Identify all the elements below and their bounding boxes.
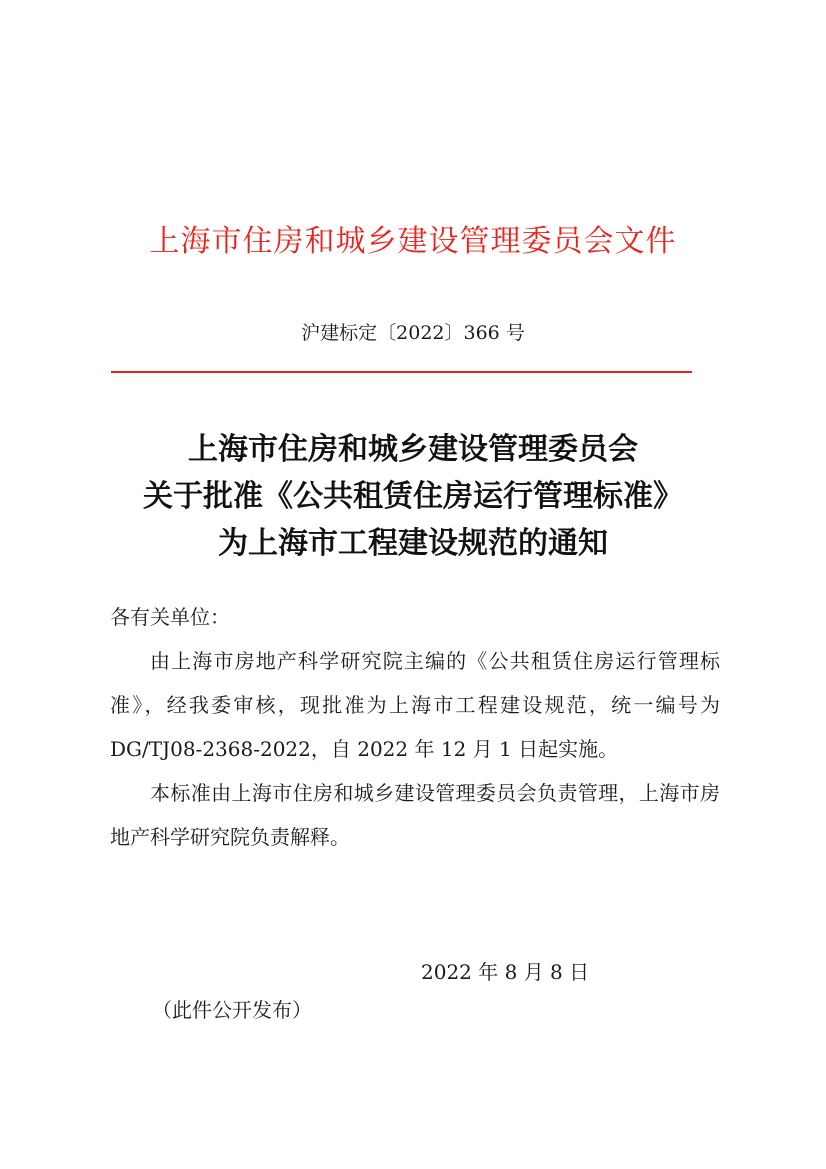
title-line-1: 上海市住房和城乡建设管理委员会: [188, 432, 638, 467]
publication-note: （此件公开发布）: [152, 998, 312, 1022]
title-line-3: 为上海市工程建设规范的通知: [218, 526, 608, 561]
document-title: [0, 426, 826, 567]
title-line-2: 关于批准《公共租赁住房运行管理标准》: [143, 479, 683, 514]
body-paragraph-2: 本标准由上海市住房和城乡建设管理委员会负责管理，上海市房地产科学研究院负责解释。: [110, 781, 720, 849]
issue-date: 2022 年 8 月 8 日: [421, 960, 590, 984]
agency-header: 上海市住房和城乡建设管理委员会文件: [149, 224, 677, 259]
salutation: 各有关单位：: [110, 605, 230, 629]
red-divider-line: [111, 371, 692, 373]
body-paragraph-1: 由上海市房地产科学研究院主编的《公共租赁住房运行管理标准》，经我委审核，现批准为上海市工程建设规范，统一编号为 DG/TJ08-2368-2022，自 2022 年 12 月 1 日起实施。: [110, 649, 720, 761]
document-number: 沪建标定〔2022〕366 号: [301, 322, 525, 344]
document-body: [110, 595, 720, 859]
